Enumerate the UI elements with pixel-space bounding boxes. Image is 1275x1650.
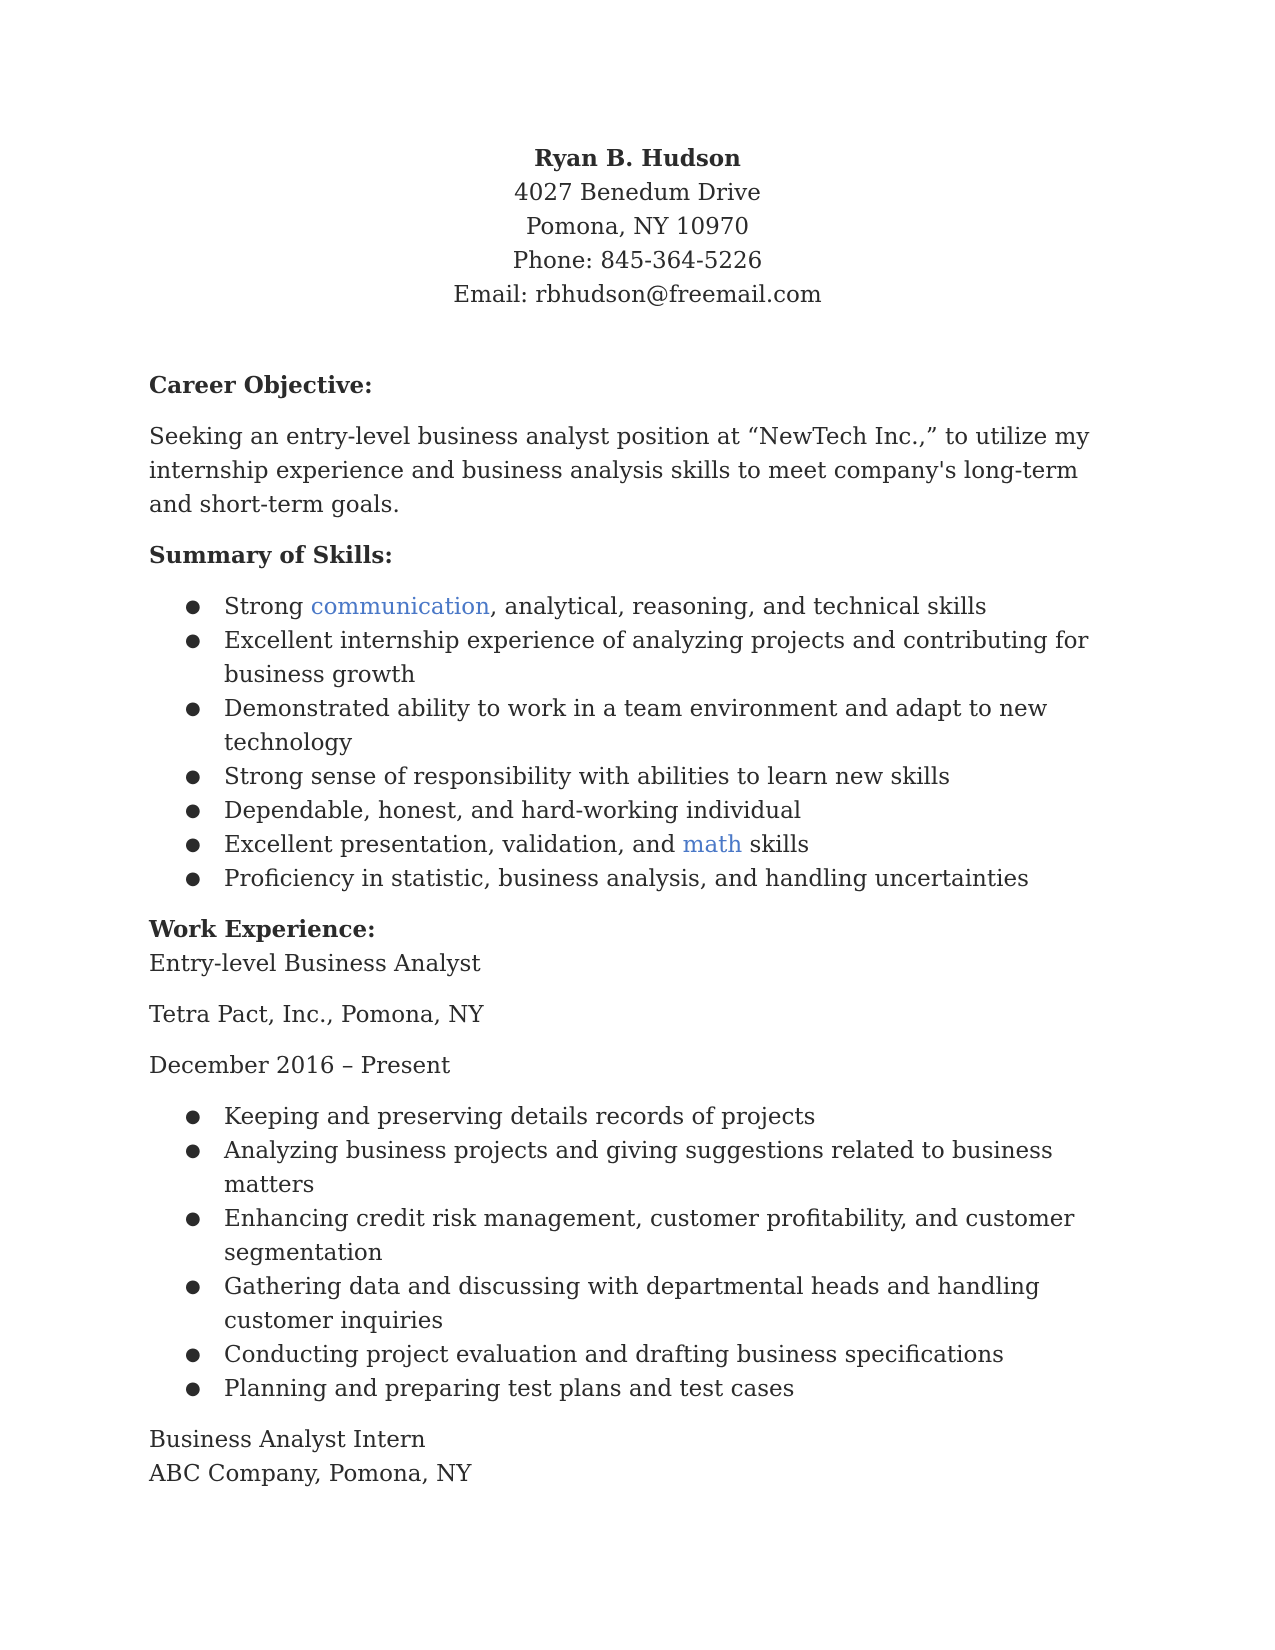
bullet-icon: ● — [185, 1140, 201, 1161]
bullet-icon: ● — [185, 596, 201, 617]
duty-item — [185, 1338, 1109, 1372]
skill-item — [185, 794, 1109, 828]
skill-text: Strong sense of responsibility with abilities to learn new skills — [224, 764, 951, 790]
math-link[interactable]: math — [682, 832, 743, 858]
duty-item — [185, 1270, 1109, 1338]
bullet-icon: ● — [185, 1106, 201, 1127]
duty-item — [185, 1100, 1109, 1134]
bullet-icon: ● — [185, 630, 201, 651]
contact-header — [0, 142, 1275, 312]
duty-text: Gathering data and discussing with departmental heads and handling customer inquiries — [224, 1274, 1040, 1334]
skill-item — [185, 590, 1109, 624]
skill-item — [185, 760, 1109, 794]
address-line-1: 4027 Benedum Drive — [514, 180, 761, 206]
bullet-icon: ● — [185, 1208, 201, 1229]
duty-text: Conducting project evaluation and drafting business specifications — [224, 1342, 1004, 1368]
skill-text: , analytical, reasoning, and technical skills — [489, 594, 987, 620]
job-title: Entry-level Business Analyst — [149, 951, 481, 977]
skill-text: Proficiency in statistic, business analysis, and handling uncertainties — [224, 866, 1029, 892]
skills-heading: Summary of Skills: — [149, 542, 393, 569]
duty-text: Analyzing business projects and giving suggestions related to business matters — [224, 1138, 1053, 1198]
skill-item — [185, 692, 1109, 760]
bullet-icon: ● — [185, 1344, 201, 1365]
duty-item — [185, 1372, 1109, 1406]
job-company: ABC Company, Pomona, NY — [149, 1461, 472, 1487]
career-objective-text: Seeking an entry-level business analyst position at “NewTech Inc.,” to utilize my internship experience and business analysis skills to meet company's long-term and short-term goals. — [149, 424, 1090, 518]
communication-link[interactable]: communication — [310, 594, 490, 620]
bullet-icon: ● — [185, 1378, 201, 1399]
email-address: Email: rbhudson@freemail.com — [453, 282, 822, 308]
skill-text: skills — [742, 832, 810, 858]
skill-text: Dependable, honest, and hard-working individual — [224, 798, 802, 824]
duty-text: Enhancing credit risk management, customer profitability, and customer segmentation — [224, 1206, 1075, 1266]
job-title: Business Analyst Intern — [149, 1427, 426, 1453]
skill-text: Excellent internship experience of analyzing projects and contributing for business growth — [224, 628, 1089, 688]
career-objective-heading: Career Objective: — [149, 372, 373, 399]
duty-text: Planning and preparing test plans and test cases — [224, 1376, 795, 1402]
skill-text: Excellent presentation, validation, and — [224, 832, 683, 858]
job-duties-list — [149, 1100, 1109, 1406]
duty-text: Keeping and preserving details records of projects — [224, 1104, 816, 1130]
duty-item — [185, 1202, 1109, 1270]
bullet-icon: ● — [185, 698, 201, 719]
bullet-icon: ● — [185, 1276, 201, 1297]
bullet-icon: ● — [185, 868, 201, 889]
bullet-icon: ● — [185, 834, 201, 855]
applicant-name: Ryan B. Hudson — [534, 145, 741, 172]
skill-text: Demonstrated ability to work in a team environment and adapt to new technology — [224, 696, 1048, 756]
skill-item — [185, 624, 1109, 692]
bullet-icon: ● — [185, 766, 201, 787]
job-company: Tetra Pact, Inc., Pomona, NY — [149, 1002, 484, 1028]
skill-item — [185, 862, 1109, 896]
skill-text: Strong — [224, 594, 311, 620]
skill-item — [185, 828, 1109, 862]
resume-body — [149, 369, 1109, 1491]
duty-item — [185, 1134, 1109, 1202]
skills-list — [149, 590, 1109, 896]
address-line-2: Pomona, NY 10970 — [526, 214, 749, 240]
phone-number: Phone: 845-364-5226 — [512, 248, 763, 274]
work-experience-heading: Work Experience: — [149, 916, 376, 943]
bullet-icon: ● — [185, 800, 201, 821]
job-dates: December 2016 – Present — [149, 1053, 451, 1079]
